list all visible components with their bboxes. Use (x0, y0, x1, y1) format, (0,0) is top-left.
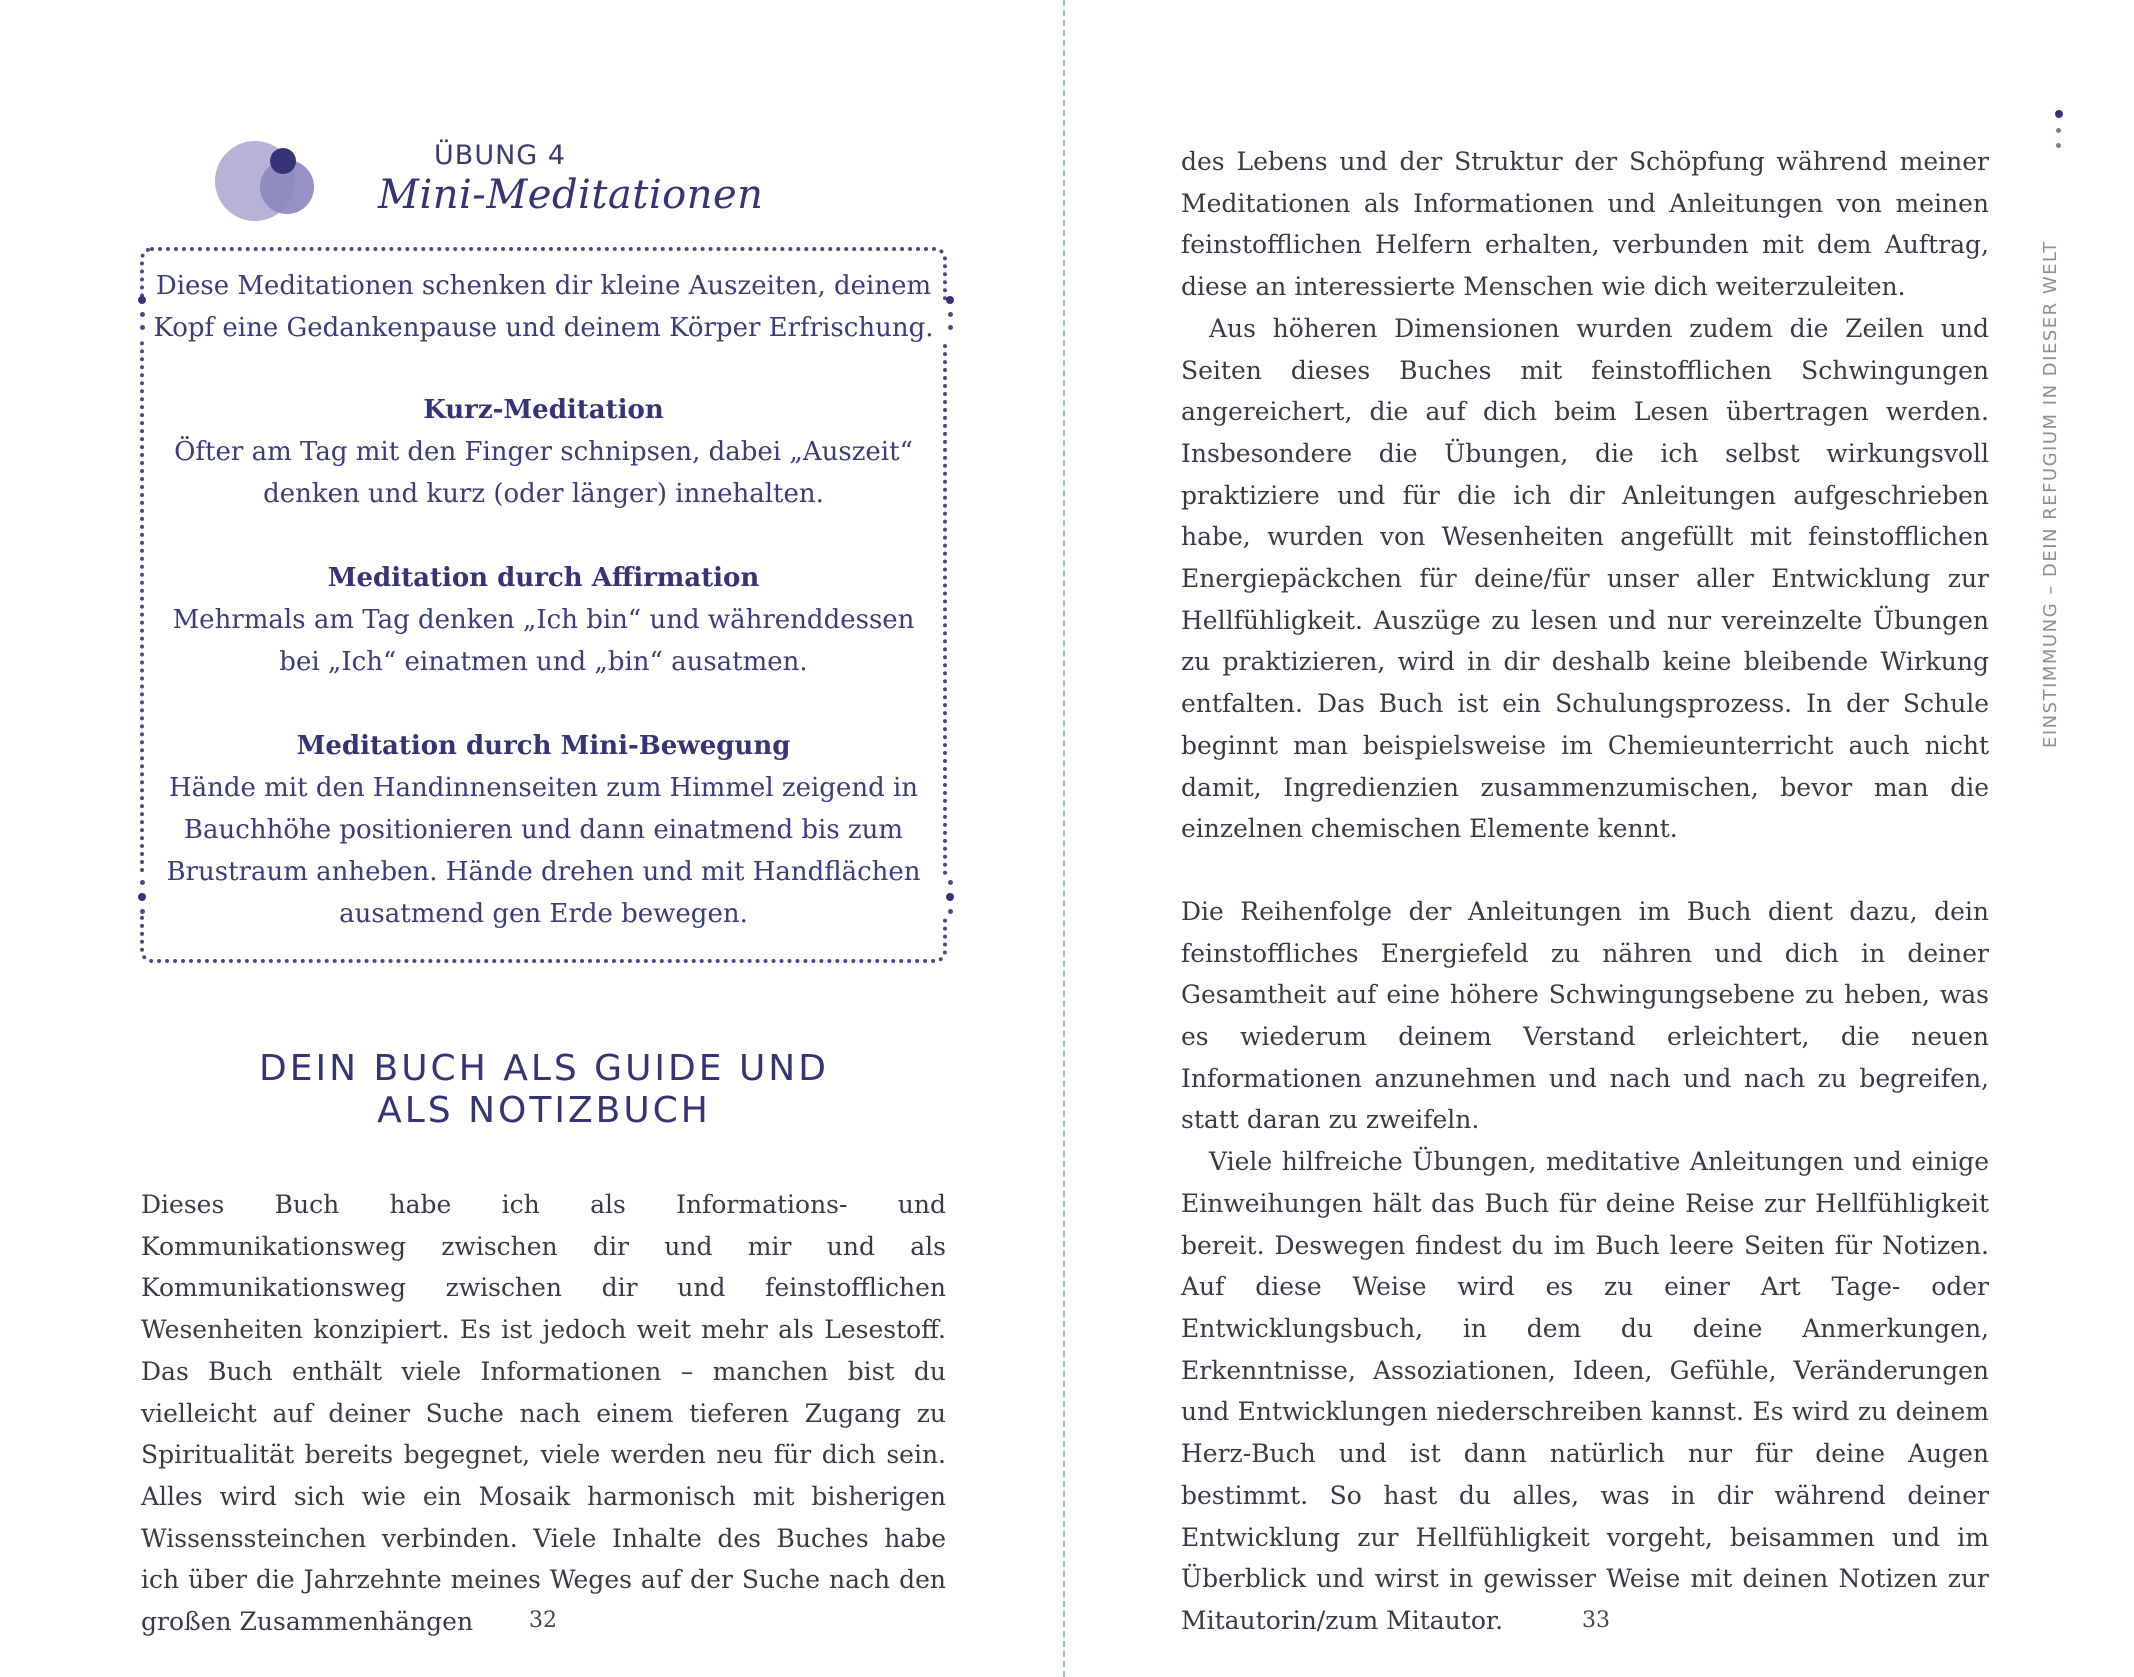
section-heading-line: ALS NOTIZBUCH (377, 1090, 711, 1131)
left-body-paragraph: Dieses Buch habe ich als Informations- und Kommunikationsweg zwischen dir und mir und als Kommunikationsweg zwischen dir und feinstofflichen Wesenheiten konzipiert. Es ist jedoch weit mehr als Lesestoff. Das Buch enthält viele Informationen – manchen bist du vielleicht auf deiner Suche nach einem tieferen Zugang zu Spiritualität bereits begegnet, viele werden neu für dich sein. Alles wird sich wie ein Mosaik harmonisch mit bisherigen Wissenssteinchen verbinden. Viele Inhalte des Buches habe ich über die Jahrzehnte meines Weges auf der Suche nach den großen Zusammenhängen (141, 1190, 946, 1637)
page-number-left: 32 (529, 1608, 557, 1633)
exercise-item (150, 389, 937, 515)
page-gutter (1063, 0, 1065, 1677)
right-paragraph: Die Reihenfolge der Anleitungen im Buch dient dazu, dein feinstoffliches Energiefeld zu nähren und dich in deiner Gesamtheit auf eine höhere Schwingungsebene zu heben, was es wiederum deinem Verstand erleichtert, die neuen Informationen anzunehmen und nach und nach zu begreifen, statt daran zu zweifeln. (1181, 896, 1989, 1135)
exercise-item (150, 725, 937, 935)
page-number-right: 33 (1582, 1608, 1610, 1633)
exercise-item-heading: Kurz-Meditation (423, 395, 664, 425)
right-body (1181, 141, 1989, 1642)
exercise-title: Mini-Meditationen (378, 172, 764, 218)
section-heading (100, 1048, 988, 1132)
exercise-item-line: Mehrmals am Tag denken „Ich bin“ und währenddessen (172, 605, 915, 635)
exercise-item-line: Bauchhöhe positionieren und dann einatmend bis zum (183, 815, 904, 845)
exercise-item-heading: Meditation durch Mini-Bewegung (296, 731, 791, 761)
exercise-box-content (150, 265, 937, 935)
side-dots-icon (2056, 110, 2066, 158)
frame-dots-icon (946, 880, 954, 922)
overlapping-circles-icon (215, 133, 335, 229)
frame-dots-icon (138, 296, 146, 338)
exercise-item-line: Hände mit den Handinnenseiten zum Himmel zeigend in (168, 773, 919, 803)
frame-dots-icon (138, 880, 146, 922)
exercise-intro: Diese Meditationen schenken dir kleine Auszeiten, deinem Kopf eine Gedankenpause und deinem Körper Erfrischung. (153, 271, 934, 343)
exercise-label: ÜBUNG 4 (434, 140, 566, 171)
exercise-item-line: denken und kurz (oder länger) innehalten. (263, 479, 824, 509)
exercise-item-line: Öfter am Tag mit den Finger schnipsen, dabei „Auszeit“ (174, 437, 913, 467)
running-header-vertical (2040, 168, 2080, 748)
exercise-item-line: ausatmend gen Erde bewegen. (339, 899, 748, 929)
exercise-item (150, 557, 937, 683)
running-header-text: EINSTIMMUNG – DEIN REFUGIUM IN DIESER WELT (2040, 240, 2061, 748)
section-heading-line: DEIN BUCH ALS GUIDE UND (259, 1048, 829, 1089)
exercise-item-line: bei „Ich“ einatmen und „bin“ ausatmen. (279, 647, 808, 677)
right-paragraph: Aus höheren Dimensionen wurden zudem die Zeilen und Seiten dieses Buches mit feinstofflichen Schwingungen angereichert, die auf dich beim Lesen übertragen werden. Insbesondere die Übungen, die ich selbst wirkungsvoll praktiziere und für die ich dir Anleitungen aufgeschrieben habe, wurden von Wesenheiten angefüllt mit feinstofflichen Energiepäckchen für deine/für unser aller Entwicklung zur Hellfühligkeit. Auszüge zu lesen und nur vereinzelte Übungen zu praktizieren, wird in dir deshalb keine bleibende Wirkung entfalten. Das Buch ist ein Schulungsprozess. In der Schule beginnt man beispielsweise im Chemieunterricht auch nicht damit, Ingredienzien zusammenzumischen, bevor man die einzelnen chemischen Elemente kennt. (1181, 313, 1989, 844)
exercise-item-heading: Meditation durch Affirmation (327, 563, 760, 593)
right-paragraph: Viele hilfreiche Übungen, meditative Anleitungen und einige Einweihungen hält das Buch für deine Reise zur Hellfühligkeit bereit. Deswegen findest du im Buch leere Seiten für Notizen. Auf diese Weise wird es zu einer Art Tage- oder Entwicklungsbuch, in dem du deine Anmerkungen, Erkenntnisse, Assoziationen, Ideen, Gefühle, Veränderungen und Entwicklungen niederschreiben kannst. Es wird zu deinem Herz-Buch und ist dann natürlich nur für deine Augen bestimmt. So hast du alles, was in dir während deiner Entwicklung zur Hellfühligkeit vorgeht, beisammen und im Überblick und wirst in gewisser Weise mit deinen Notizen zur Mitautorin/zum Mitautor. (1181, 1147, 1989, 1635)
frame-dots-icon (946, 296, 954, 338)
right-paragraph: des Lebens und der Struktur der Schöpfung während meiner Meditationen als Informationen und Anleitungen von meinen feinstofflichen Helfern erhalten, verbunden mit dem Auftrag, diese an interessierte Menschen wie dich weiterzuleiten. (1181, 147, 1989, 302)
exercise-item-line: Brustraum anheben. Hände drehen und mit Handflächen (166, 857, 921, 887)
